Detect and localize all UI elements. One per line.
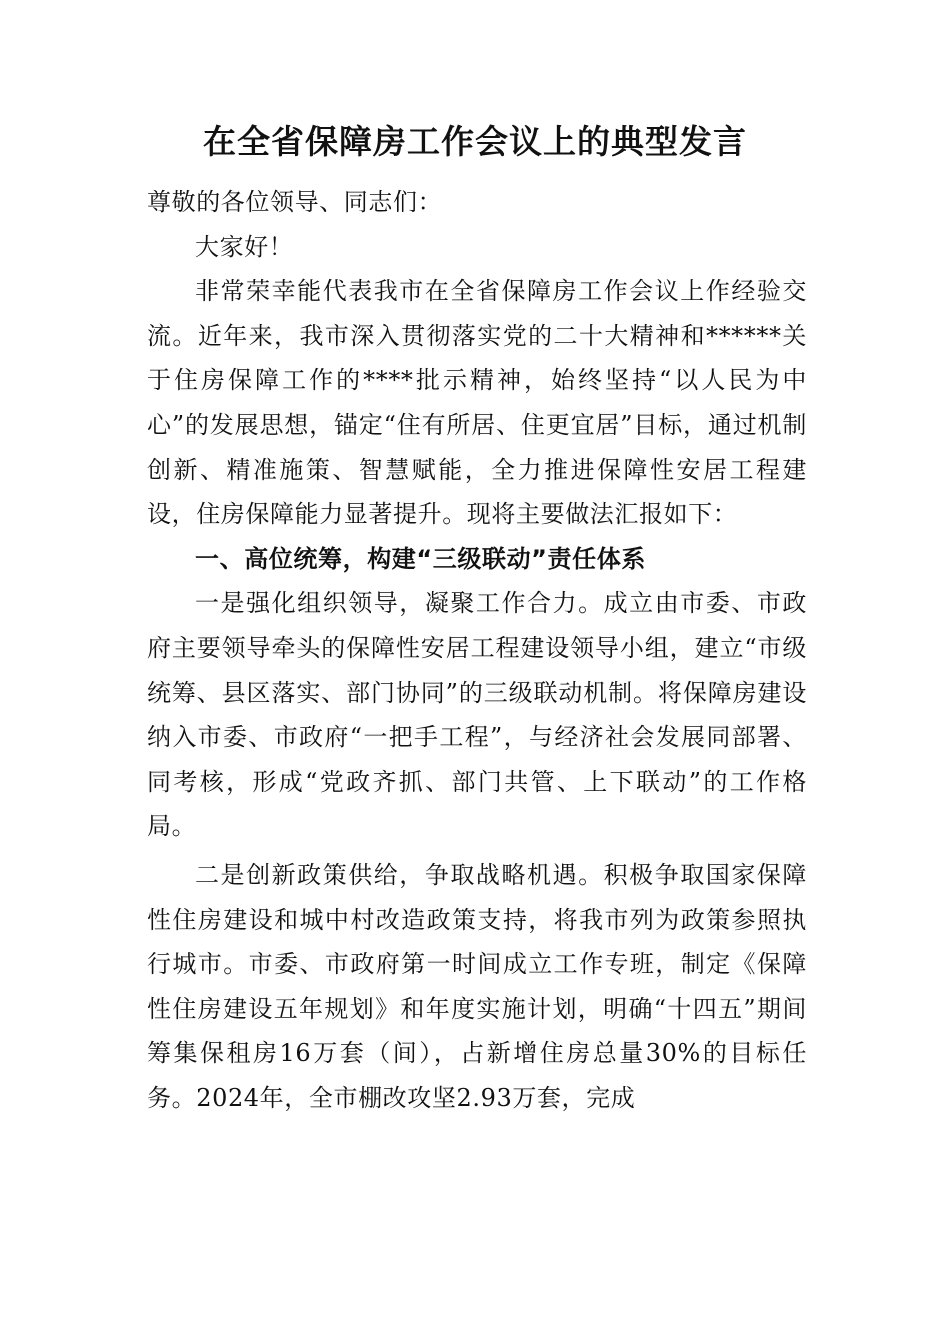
section-heading-1: 一、高位统筹，构建“三级联动”责任体系 (195, 544, 646, 573)
intro-paragraph: 非常荣幸能代表我市在全省保障房工作会议上作经验交流。近年来，我市深入贯彻落实党的二十大精神和******关于住房保障工作的****批示精神，始终坚持“以人民为中心”的发展思想，锚定“住有所居、住更宜居”目标，通过机制创新、精准施策、智慧赋能，全力推进保障性安居工程建设，住房保障能力显著提升。现将主要做法汇报如下： (147, 277, 807, 529)
paragraph-1: 一是强化组织领导，凝聚工作合力。成立由市委、市政府主要领导牵头的保障性安居工程建设领导小组，建立“市级统筹、县区落实、部门协同”的三级联动机制。将保障房建设纳入市委、市政府“一把手工程”，与经济社会发展同部署、同考核，形成“党政齐抓、部门共管、上下联动”的工作格局。 (147, 589, 807, 841)
greeting: 大家好！ (195, 232, 294, 261)
document-title: 在全省保障房工作会议上的典型发言 (203, 122, 747, 161)
paragraph-2: 二是创新政策供给，争取战略机遇。积极争取国家保障性住房建设和城中村改造政策支持，将我市列为政策参照执行城市。市委、市政府第一时间成立工作专班，制定《保障性住房建设五年规划》和年度实施计划，明确“十四五”期间筹集保租房16万套（间），占新增住房总量30%的目标任务。2024年，全市棚改攻坚2.93万套，完成 (147, 860, 807, 1112)
salutation: 尊敬的各位领导、同志们： (147, 188, 443, 216)
document-body (147, 180, 807, 1120)
